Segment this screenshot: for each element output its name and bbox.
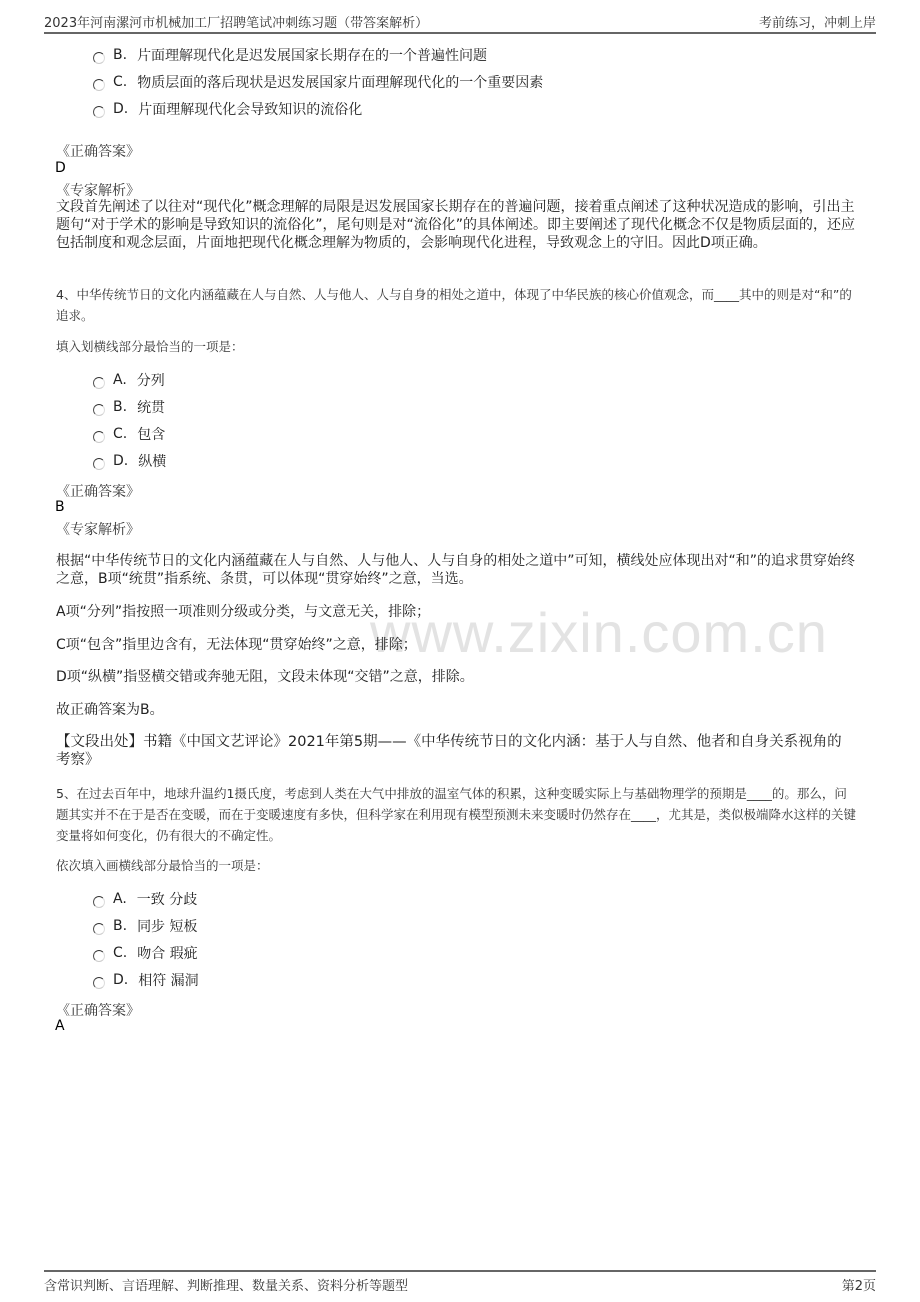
option-letter: C. — [113, 426, 128, 442]
q5-option-b[interactable] — [93, 916, 198, 936]
radio-icon[interactable] — [93, 79, 105, 91]
option-letter: D. — [113, 972, 129, 988]
option-letter: A. — [113, 372, 127, 388]
option-text: 吻合 瑕疵 — [137, 946, 198, 962]
radio-icon[interactable] — [93, 458, 105, 470]
q4-option-a[interactable] — [93, 370, 165, 390]
option-letter: A. — [113, 891, 127, 907]
q5-option-a[interactable] — [93, 889, 197, 909]
option-text: 相符 漏洞 — [138, 973, 199, 989]
q4-stem: 4、中华传统节日的文化内涵蕴藏在人与自然、人与他人、人与自身的相处之道中，体现了中华民族的核心价值观念，而____其中的则是对“和”的追求。 — [56, 287, 852, 323]
radio-icon[interactable] — [93, 52, 105, 64]
footer-categories: 含常识判断、言语理解、判断推理、数量关系、资料分析等题型 — [44, 1279, 409, 1294]
q3-answer-label: 《正确答案》 — [56, 144, 140, 160]
q4-answer: B — [55, 499, 65, 515]
q4-analysis-c: C项“包含”指里边含有，无法体现“贯穿始终”之意，排除； — [56, 637, 417, 653]
radio-icon[interactable] — [93, 377, 105, 389]
option-text: 同步 短板 — [137, 919, 198, 935]
q3-answer: D — [55, 160, 66, 176]
option-letter: D. — [113, 101, 129, 117]
watermark: www.zixin.com.cn — [370, 601, 828, 664]
q4-option-c[interactable] — [93, 424, 165, 444]
option-text: 一致 分歧 — [136, 892, 198, 908]
q5-option-d[interactable] — [93, 970, 199, 990]
q4-analysis-conclusion: 故正确答案为B。 — [56, 702, 164, 718]
q3-option-b[interactable] — [93, 45, 487, 65]
option-letter: D. — [113, 453, 129, 469]
document-title: 2023年河南漯河市机械加工厂招聘笔试冲刺练习题（带答案解析） — [44, 16, 429, 31]
q4-option-d[interactable] — [93, 451, 166, 471]
option-letter: C. — [113, 74, 128, 90]
q5-stem: 5、在过去百年中，地球升温约1摄氏度，考虑到人类在大气中排放的温室气体的积累，这种变暖实际上与基础物理学的预期是____的。那么，问题其实并不在于是否在变暖，而在于变暖速度有多快，但科学家在利用现有模型预测未来变暖时仍然存在____，尤其是，类似极端降水这样的关键变量将如何变化，仍有很大的不确定性。 — [56, 786, 857, 843]
option-text: 物质层面的落后现状是迟发展国家片面理解现代化的一个重要因素 — [137, 75, 544, 91]
q5-option-c[interactable] — [93, 943, 198, 963]
q4-answer-label: 《正确答案》 — [56, 484, 140, 500]
option-text: 统贯 — [137, 400, 166, 416]
q4-option-b[interactable] — [93, 397, 165, 417]
q5-answer: A — [55, 1018, 65, 1034]
q4-analysis-a: A项“分列”指按照一项准则分级或分类，与文意无关，排除； — [56, 604, 431, 620]
page-header — [44, 8, 876, 34]
option-text: 片面理解现代化会导致知识的流俗化 — [138, 102, 363, 118]
q4-analysis-label: 《专家解析》 — [56, 522, 140, 538]
header-slogan: 考前练习，冲刺上岸 — [758, 16, 876, 31]
page-footer — [44, 1270, 876, 1296]
q4-analysis-main: 根据“中华传统节日的文化内涵蕴藏在人与自然、人与他人、人与自身的相处之道中”可知，横线处应体现出对“和”的追求贯穿始终之意，B项“统贯”指系统、条贯，可以体现“贯穿始终”之意，当选。 — [56, 553, 856, 587]
q4-analysis-d: D项“纵横”指竖横交错或奔驰无阻，文段未体现“交错”之意，排除。 — [56, 669, 474, 685]
radio-icon[interactable] — [93, 106, 105, 118]
option-text: 分列 — [136, 373, 165, 389]
q5-answer-label: 《正确答案》 — [56, 1003, 140, 1019]
option-text: 纵横 — [138, 454, 167, 470]
option-letter: C. — [113, 945, 128, 961]
q3-option-c[interactable] — [93, 72, 543, 92]
option-letter: B. — [113, 399, 128, 415]
q4-source: 【文段出处】书籍《中国文艺评论》2021年第5期——《中华传统节日的文化内涵：基于人与自然、他者和自身关系视角的考察》 — [56, 734, 842, 768]
q3-analysis: 文段首先阐述了以往对“现代化”概念理解的局限是迟发展国家长期存在的普遍问题，接着重点阐述了这种状况造成的影响，引出主题句“对于学术的影响是导致知识的流俗化”，尾句则是对“流俗化”的具体阐述。即主要阐述了现代化概念不仅是物质层面的，还应包括制度和观念层面，片面地把现代化概念理解为物质的，会影响现代化进程，导致观念上的守旧。因此D项正确。 — [56, 199, 856, 251]
option-letter: B. — [113, 47, 128, 63]
radio-icon[interactable] — [93, 896, 105, 908]
option-text: 片面理解现代化是迟发展国家长期存在的一个普遍性问题 — [137, 48, 488, 64]
radio-icon[interactable] — [93, 950, 105, 962]
radio-icon[interactable] — [93, 431, 105, 443]
radio-icon[interactable] — [93, 977, 105, 989]
q3-analysis-label: 《专家解析》 — [56, 183, 140, 199]
q3-option-d[interactable] — [93, 99, 362, 119]
q4-prompt: 填入划横线部分最恰当的一项是： — [56, 339, 244, 354]
option-text: 包含 — [137, 427, 166, 443]
option-letter: B. — [113, 918, 128, 934]
page-number: 第2页 — [841, 1279, 876, 1294]
q5-prompt: 依次填入画横线部分最恰当的一项是： — [56, 858, 269, 873]
radio-icon[interactable] — [93, 923, 105, 935]
radio-icon[interactable] — [93, 404, 105, 416]
